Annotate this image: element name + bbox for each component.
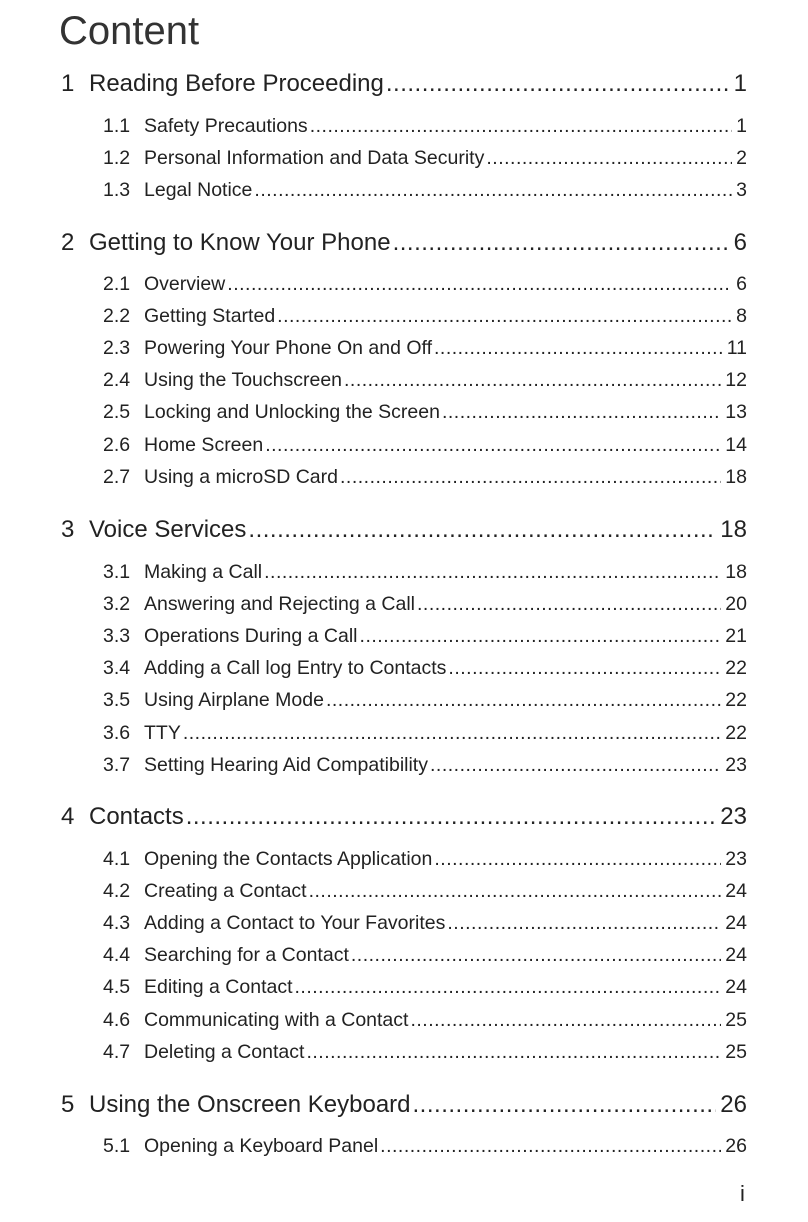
- toc-section-entry[interactable]: [103, 303, 747, 329]
- toc-section-number: 1.1: [103, 115, 131, 137]
- toc-section-number: 1.2: [103, 147, 131, 170]
- toc-section-entry[interactable]: [103, 878, 747, 904]
- toc-section-title: Getting Started: [144, 305, 276, 328]
- toc-chapter-entry[interactable]: [61, 1089, 747, 1121]
- toc-section-page: 2: [736, 147, 747, 170]
- toc-section-number: 2.4: [103, 369, 131, 392]
- toc-leader-dots: [434, 846, 721, 872]
- toc-section-number: 4.1: [103, 848, 131, 870]
- toc-leader-dots: [295, 974, 722, 1000]
- toc-chapter-entry[interactable]: [61, 801, 747, 833]
- toc-section-number: 4.4: [103, 944, 131, 967]
- toc-leader-dots: [360, 623, 722, 649]
- toc-leader-dots: [380, 1133, 721, 1159]
- toc-section-title: Powering Your Phone On and Off: [144, 337, 433, 360]
- toc-section-title: Legal Notice: [144, 179, 253, 202]
- toc-section-title: Creating a Contact: [144, 880, 307, 903]
- toc-section-page: 24: [725, 880, 747, 903]
- toc-leader-dots: [413, 1089, 717, 1121]
- toc-leader-dots: [227, 271, 732, 297]
- toc-chapter-page: 23: [720, 803, 747, 830]
- toc-section-number: 4.5: [103, 976, 131, 999]
- toc-leader-dots: [447, 910, 721, 936]
- toc-section-entry[interactable]: [103, 846, 747, 872]
- toc-section-entry[interactable]: [103, 271, 747, 297]
- toc-section-page: 25: [725, 1040, 747, 1063]
- toc-leader-dots: [326, 687, 721, 713]
- toc-section-page: 22: [725, 689, 747, 712]
- toc-leader-dots: [434, 335, 723, 361]
- toc-section-page: 12: [725, 369, 747, 392]
- toc-leader-dots: [417, 591, 721, 617]
- toc-leader-dots: [309, 878, 722, 904]
- toc-section-number: 2.2: [103, 305, 131, 328]
- toc-section-number: 3.4: [103, 657, 131, 680]
- toc-section-title: Communicating with a Contact: [144, 1008, 409, 1031]
- toc-section-page: 18: [725, 465, 747, 488]
- toc-section-page: 21: [725, 625, 747, 648]
- toc-chapter-page: 18: [720, 516, 747, 543]
- toc-section-number: 3.5: [103, 689, 131, 712]
- toc-leader-dots: [386, 68, 730, 100]
- toc-chapter-title: Contacts: [89, 803, 184, 830]
- toc-section-title: Setting Hearing Aid Compatibility: [144, 753, 428, 776]
- toc-section-entry[interactable]: [103, 432, 747, 458]
- toc-section-number: 4.3: [103, 912, 131, 935]
- toc-section-page: 20: [725, 593, 747, 616]
- toc-section-page: 14: [725, 433, 747, 456]
- toc-leader-dots: [265, 432, 721, 458]
- toc-section-page: 22: [725, 721, 747, 744]
- toc-leader-dots: [410, 1007, 721, 1033]
- toc-section-entry[interactable]: [103, 687, 747, 713]
- toc-leader-dots: [277, 303, 732, 329]
- toc-section-entry[interactable]: [103, 1007, 747, 1033]
- toc-section-page: 23: [725, 753, 747, 776]
- toc-section-number: 3.3: [103, 625, 131, 648]
- toc-section-page: 26: [725, 1135, 747, 1157]
- toc-leader-dots: [264, 559, 721, 585]
- toc-section-entry[interactable]: [103, 591, 747, 617]
- page-number: i: [740, 1181, 745, 1206]
- toc-section-page: 23: [725, 848, 747, 870]
- toc-section-title: Opening the Contacts Application: [144, 848, 433, 870]
- toc-section-title: Adding a Call log Entry to Contacts: [144, 657, 447, 680]
- toc-section-title: Editing a Contact: [144, 976, 293, 999]
- toc-leader-dots: [486, 145, 732, 171]
- toc-section-entry[interactable]: [103, 145, 747, 171]
- toc-section-entry[interactable]: [103, 559, 747, 585]
- toc-leader-dots: [393, 227, 730, 259]
- toc-section-title: Operations During a Call: [144, 625, 358, 648]
- toc-chapter-page: 1: [733, 70, 747, 97]
- toc-chapter-number: 3: [61, 516, 75, 543]
- toc-leader-dots: [310, 113, 732, 139]
- toc-section-entry[interactable]: [103, 335, 747, 361]
- toc-section-page: 24: [725, 944, 747, 967]
- toc-section-title: TTY: [144, 721, 181, 744]
- toc-leader-dots: [448, 655, 721, 681]
- toc-section-page: 18: [725, 561, 747, 583]
- toc-section-entry[interactable]: [103, 1039, 747, 1065]
- toc-leader-dots: [340, 464, 721, 490]
- toc-section-entry[interactable]: [103, 177, 747, 203]
- toc-section-entry[interactable]: [103, 623, 747, 649]
- toc-section-entry[interactable]: [103, 655, 747, 681]
- toc-section-page: 11: [726, 337, 747, 360]
- toc-leader-dots: [442, 399, 721, 425]
- toc-chapter-title: Getting to Know Your Phone: [89, 229, 391, 256]
- toc-chapter-number: 4: [61, 803, 75, 830]
- toc-section-page: 25: [725, 1008, 747, 1031]
- toc-section-title: Using a microSD Card: [144, 465, 338, 488]
- toc-section-page: 6: [736, 273, 747, 295]
- toc-section-title: Making a Call: [144, 561, 263, 583]
- toc-section-entry[interactable]: [103, 367, 747, 393]
- toc-section-title: Deleting a Contact: [144, 1040, 305, 1063]
- toc-leader-dots: [183, 720, 721, 746]
- toc-section-entry[interactable]: [103, 974, 747, 1000]
- toc-section-number: 1.3: [103, 179, 131, 202]
- toc-section-entry[interactable]: [103, 399, 747, 425]
- toc-section-entry[interactable]: [103, 464, 747, 490]
- toc-chapter-entry[interactable]: [61, 227, 747, 259]
- toc-chapter-number: 5: [61, 1091, 75, 1118]
- toc-section-number: 4.2: [103, 880, 131, 903]
- toc-section-title: Using the Touchscreen: [144, 369, 343, 392]
- toc-chapter-title: Voice Services: [89, 516, 247, 543]
- toc-section-title: Answering and Rejecting a Call: [144, 593, 415, 616]
- toc-chapter-number: 2: [61, 229, 75, 256]
- toc-section-number: 2.3: [103, 337, 131, 360]
- toc-section-page: 13: [725, 401, 747, 424]
- toc-section-number: 3.6: [103, 721, 131, 744]
- toc-section-page: 1: [736, 115, 747, 137]
- toc-section-number: 4.7: [103, 1040, 131, 1063]
- toc-leader-dots: [430, 752, 721, 778]
- toc-section-page: 24: [725, 976, 747, 999]
- toc-section-number: 5.1: [103, 1135, 131, 1157]
- toc-leader-dots: [248, 514, 716, 546]
- toc-chapter-title: Using the Onscreen Keyboard: [89, 1091, 411, 1118]
- toc-section-number: 3.7: [103, 753, 131, 776]
- toc-section-number: 3.1: [103, 561, 131, 583]
- page-title: Content: [59, 9, 200, 53]
- toc-section-title: Locking and Unlocking the Screen: [144, 401, 440, 424]
- toc-chapter-title: Reading Before Proceeding: [89, 70, 384, 97]
- toc-section-number: 2.1: [103, 273, 131, 295]
- toc-section-number: 2.5: [103, 401, 131, 424]
- toc-section-page: 8: [736, 305, 747, 328]
- toc-section-title: Using Airplane Mode: [144, 689, 324, 712]
- toc-section-number: 3.2: [103, 593, 131, 616]
- toc-section-page: 22: [725, 657, 747, 680]
- toc-section-title: Overview: [144, 273, 226, 295]
- toc-leader-dots: [344, 367, 721, 393]
- toc-section-title: Opening a Keyboard Panel: [144, 1135, 379, 1157]
- toc-section-entry[interactable]: [103, 1133, 747, 1159]
- toc-section-title: Safety Precautions: [144, 115, 308, 137]
- toc-section-title: Adding a Contact to Your Favorites: [144, 912, 446, 935]
- toc-leader-dots: [306, 1039, 721, 1065]
- toc-section-title: Personal Information and Data Security: [144, 147, 485, 170]
- toc-section-entry[interactable]: [103, 942, 747, 968]
- toc-section-entry[interactable]: [103, 113, 747, 139]
- toc-chapter-number: 1: [61, 70, 75, 97]
- toc-leader-dots: [186, 801, 717, 833]
- toc-section-number: 2.6: [103, 433, 131, 456]
- toc-leader-dots: [351, 942, 721, 968]
- toc-chapter-page: 6: [733, 229, 747, 256]
- toc-section-number: 2.7: [103, 465, 131, 488]
- toc-section-page: 3: [736, 179, 747, 202]
- toc-chapter-entry[interactable]: [61, 514, 747, 546]
- toc-section-title: Home Screen: [144, 433, 264, 456]
- toc-section-entry[interactable]: [103, 752, 747, 778]
- toc-section-page: 24: [725, 912, 747, 935]
- toc-section-number: 4.6: [103, 1008, 131, 1031]
- toc-section-entry[interactable]: [103, 910, 747, 936]
- toc-section-title: Searching for a Contact: [144, 944, 349, 967]
- toc-chapter-entry[interactable]: [61, 68, 747, 100]
- toc-section-entry[interactable]: [103, 720, 747, 746]
- toc-chapter-page: 26: [720, 1091, 747, 1118]
- toc-leader-dots: [254, 177, 732, 203]
